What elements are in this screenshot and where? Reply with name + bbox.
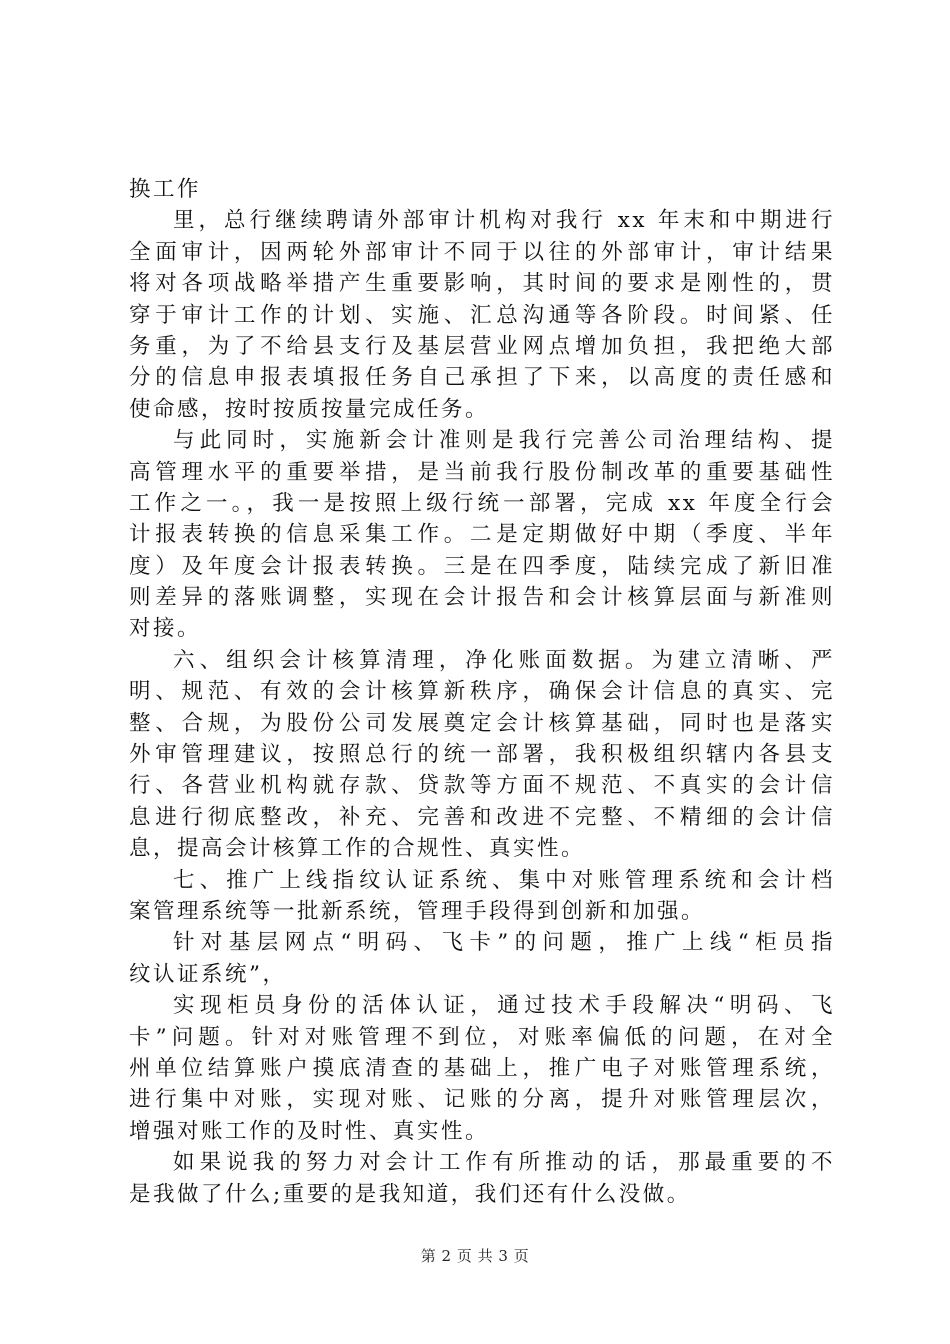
- text-line: 实现柜员身份的活体认证，通过技术手段解决“明码、飞: [173, 993, 835, 1019]
- text-line: 对接。: [129, 616, 202, 642]
- text-line: 将对各项战略举措产生重要影响，其时间的要求是刚性的，贯: [129, 271, 835, 297]
- text-line: 全面审计，因两轮外部审计不同于以往的外部审计，审计结果: [129, 239, 835, 265]
- text-line: 纹认证系统”，: [129, 961, 287, 987]
- text-line: 计报表转换的信息采集工作。二是定期做好中期（季度、半年: [129, 522, 835, 548]
- text-line: 使命感，按时按质按量完成任务。: [129, 396, 490, 422]
- text-line: 七、推广上线指纹认证系统、集中对账管理系统和会计档: [173, 867, 835, 893]
- text-line: 工作之一。，我一是按照上级行统一部署，完成 xx 年度全行会: [129, 490, 835, 516]
- text-line: 卡”问题。针对对账管理不到位，对账率偏低的问题，在对全: [129, 1024, 835, 1050]
- text-line: 增强对账工作的及时性、真实性。: [129, 1118, 490, 1144]
- text-line: 换工作: [129, 177, 202, 202]
- text-line: 是我做了什么;重要的是我知道，我们还有什么没做。: [129, 1181, 691, 1207]
- text-line: 州单位结算账户摸底清查的基础上，推广电子对账管理系统，: [129, 1055, 835, 1081]
- text-line: 行、各营业机构就存款、贷款等方面不规范、不真实的会计信: [129, 773, 835, 799]
- text-line: 则差异的落账调整，实现在会计报告和会计核算层面与新准则: [129, 585, 835, 611]
- text-line: 穿于审计工作的计划、实施、汇总沟通等各阶段。时间紧、任: [129, 302, 835, 328]
- text-line: 息，提高会计核算工作的合规性、真实性。: [129, 836, 586, 862]
- text-line: 与此同时，实施新会计准则是我行完善公司治理结构、提: [173, 428, 835, 454]
- document-body: [129, 174, 835, 1210]
- text-line: 里，总行继续聘请外部审计机构对我行 xx 年末和中期进行: [173, 208, 835, 234]
- text-line: 分的信息申报表填报任务自己承担了下来，以高度的责任感和: [129, 365, 835, 391]
- text-line: 高管理水平的重要举措，是当前我行股份制改革的重要基础性: [129, 459, 835, 485]
- text-line: 息进行彻底整改，补充、完善和改进不完整、不精细的会计信: [129, 804, 835, 830]
- text-line: 六、组织会计核算清理，净化账面数据。为建立清晰、严: [173, 647, 835, 673]
- page-number-footer: 第 2 页 共 3 页: [420, 1247, 530, 1265]
- text-line: 针对基层网点“明码、飞卡”的问题，推广上线“柜员指: [173, 930, 835, 956]
- text-line: 外审管理建议，按照总行的统一部署，我积极组织辖内各县支: [129, 742, 835, 768]
- text-line: 如果说我的努力对会计工作有所推动的话，那最重要的不: [173, 1150, 835, 1176]
- text-line: 明、规范、有效的会计核算新秩序，确保会计信息的真实、完: [129, 679, 835, 705]
- text-line: 整、合规，为股份公司发展奠定会计核算基础，同时也是落实: [129, 710, 835, 736]
- text-line: 务重，为了不给县支行及基层营业网点增加负担，我把绝大部: [129, 333, 835, 359]
- text-line: 案管理系统等一批新系统，管理手段得到创新和加强。: [129, 898, 706, 924]
- text-line: 度）及年度会计报表转换。三是在四季度，陆续完成了新旧准: [129, 553, 835, 579]
- text-line: 进行集中对账，实现对账、记账的分离，提升对账管理层次，: [129, 1087, 835, 1113]
